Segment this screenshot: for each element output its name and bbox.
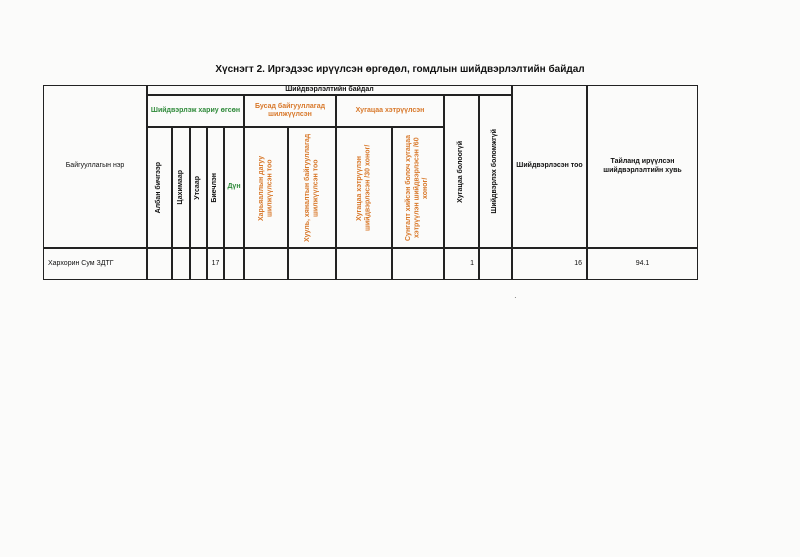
row-org: Хархорин Сум ЗДТГ: [43, 248, 147, 280]
table-title: Хүснэгт 2. Иргэдээс ирүүлсэн өргөдөл, гомдлын шийдвэрлэлтийн байдал: [215, 64, 585, 75]
official-letter-header: Албан бичгээр: [147, 127, 172, 248]
row-report-rate: 94.1: [587, 248, 698, 280]
extended-30-header: Хугацаа хэтрүүлэн шийдвэрлэсэн /30 хоног/: [336, 127, 392, 248]
row-total: [224, 248, 244, 280]
total-header: Дүн: [224, 127, 244, 248]
org-name-header: Байгууллагын нэр: [43, 85, 147, 248]
row-by-jurisdiction: [244, 248, 288, 280]
not-due-header: Хугацаа болоогүй: [444, 95, 479, 248]
report-rate-header: Тайланд ирүүлсэн шийдвэрлэлтийн хувь: [587, 85, 698, 248]
row-email: [172, 248, 190, 280]
row-resolved-count: 16: [512, 248, 587, 280]
transferred-header: Бусад байгууллагад шилжүүлсэн: [244, 95, 336, 127]
row-not-due: 1: [444, 248, 479, 280]
responded-header: Шийдвэрлэж хариу өгсөн: [147, 95, 244, 127]
row-extended-30: [336, 248, 392, 280]
resolution-status-header: Шийдвэрлэлтийн байдал: [147, 85, 512, 95]
in-writing-header: Биечлэн: [207, 127, 224, 248]
unresolvable-header: Шийдвэрлэх боломжгүй: [479, 95, 512, 248]
row-official-letter: [147, 248, 172, 280]
row-by-law: [288, 248, 336, 280]
row-unresolvable: [479, 248, 512, 280]
extended-header: Хугацаа хэтрүүлсэн: [336, 95, 444, 127]
speck-mark: ·: [514, 293, 517, 302]
by-law-header: Хууль, хяналтын байгууллагад шилжүүлсэн тоо: [288, 127, 336, 248]
row-phone: [190, 248, 207, 280]
resolution-table: [43, 85, 698, 280]
by-jurisdiction-header: Харьяаллын дагуу шилжүүлсэн тоо: [244, 127, 288, 248]
phone-header: Утсаар: [190, 127, 207, 248]
row-in-writing: 17: [207, 248, 224, 280]
email-header: Цахимаар: [172, 127, 190, 248]
extended-60-header: Сунгалт хийсэн болоч хугацаа хэтрүүлэн шийдвэрлэсэн /60 хоног/: [392, 127, 444, 248]
resolved-count-header: Шийдвэрлэсэн тоо: [512, 85, 587, 248]
row-extended-60: [392, 248, 444, 280]
